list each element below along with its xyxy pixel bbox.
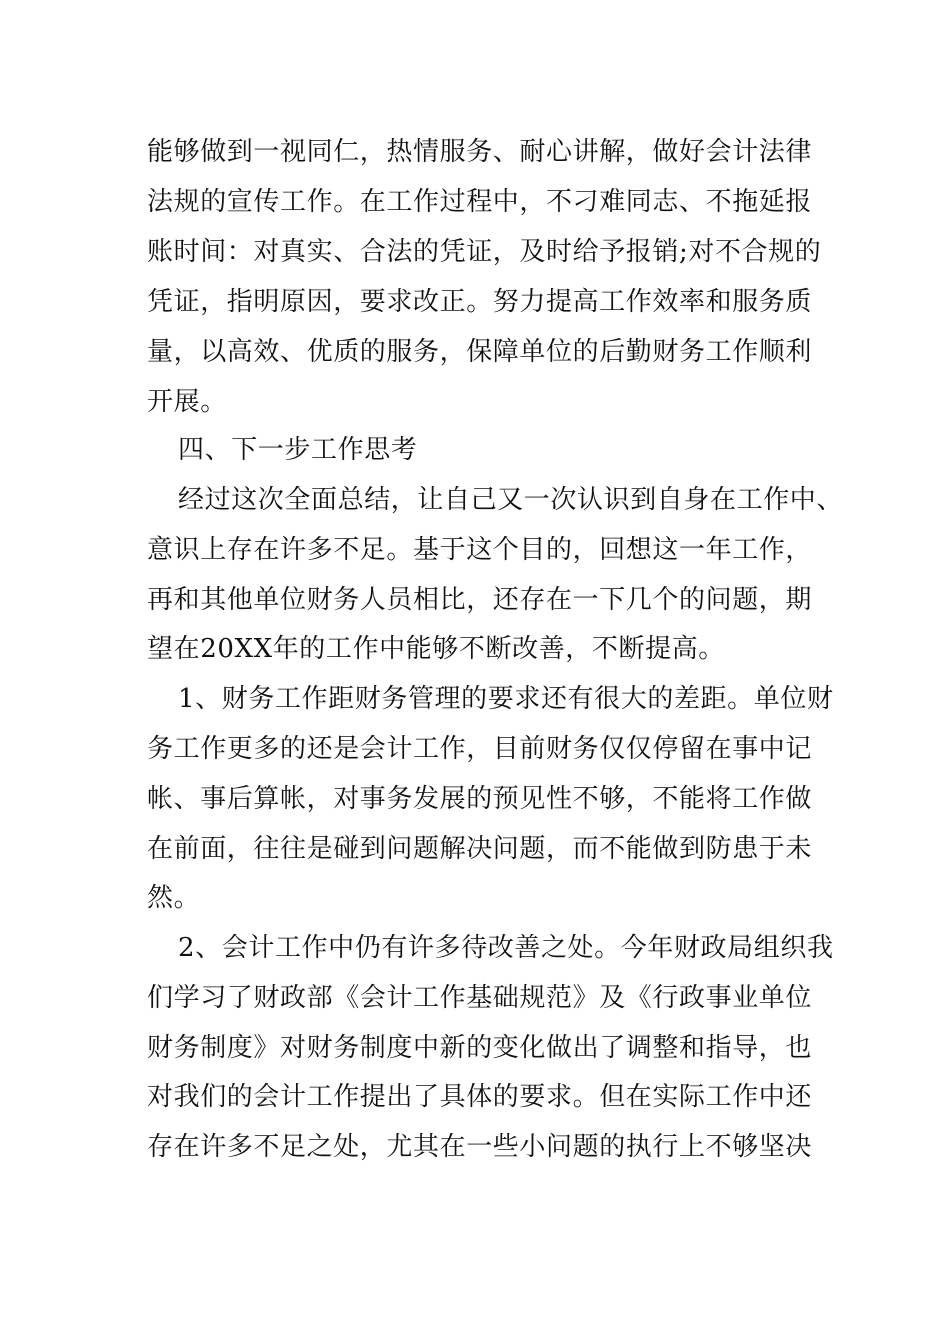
text-line: 2、会计工作中仍有许多待改善之处。今年财政局组织我 <box>178 933 834 963</box>
text-line: 能够做到一视同仁，热情服务、耐心讲解，做好会计法律 <box>147 137 813 167</box>
text-line: 在前面，往往是碰到问题解决问题，而不能做到防患于未 <box>147 834 813 864</box>
text-line: 再和其他单位财务人员相比，还存在一下几个的问题，期 <box>147 585 813 615</box>
text-line: 然。 <box>147 883 201 913</box>
text-line: 对我们的会计工作提出了具体的要求。但在实际工作中还 <box>147 1082 813 1112</box>
text-line: 帐、事后算帐，对事务发展的预见性不够，不能将工作做 <box>147 784 813 814</box>
text-line: 意识上存在许多不足。基于这个目的，回想这一年工作， <box>147 535 813 565</box>
text-line: 凭证，指明原因，要求改正。努力提高工作效率和服务质 <box>147 287 813 317</box>
text-line: 法规的宣传工作。在工作过程中，不刁难同志、不拖延报 <box>147 187 813 217</box>
text-line: 们学习了财政部《会计工作基础规范》及《行政事业单位 <box>147 983 813 1013</box>
text-line: 存在许多不足之处，尤其在一些小问题的执行上不够坚决 <box>147 1132 813 1162</box>
text-line: 1、财务工作距财务管理的要求还有很大的差距。单位财 <box>178 684 834 714</box>
text-line: 望在20XX年的工作中能够不断改善，不断提高。 <box>147 634 725 664</box>
text-line: 开展。 <box>147 387 227 417</box>
text-line: 务工作更多的还是会计工作，目前财务仅仅停留在事中记 <box>147 734 813 764</box>
text-line: 量，以高效、优质的服务，保障单位的后勤财务工作顺利 <box>147 337 813 367</box>
section-heading: 四、下一步工作思考 <box>178 435 418 465</box>
text-line: 经过这次全面总结，让自己又一次认识到自身在工作中、 <box>178 485 844 515</box>
text-line: 账时间：对真实、合法的凭证，及时给予报销;对不合规的 <box>147 237 822 267</box>
text-line: 财务制度》对财务制度中新的变化做出了调整和指导，也 <box>147 1033 813 1063</box>
